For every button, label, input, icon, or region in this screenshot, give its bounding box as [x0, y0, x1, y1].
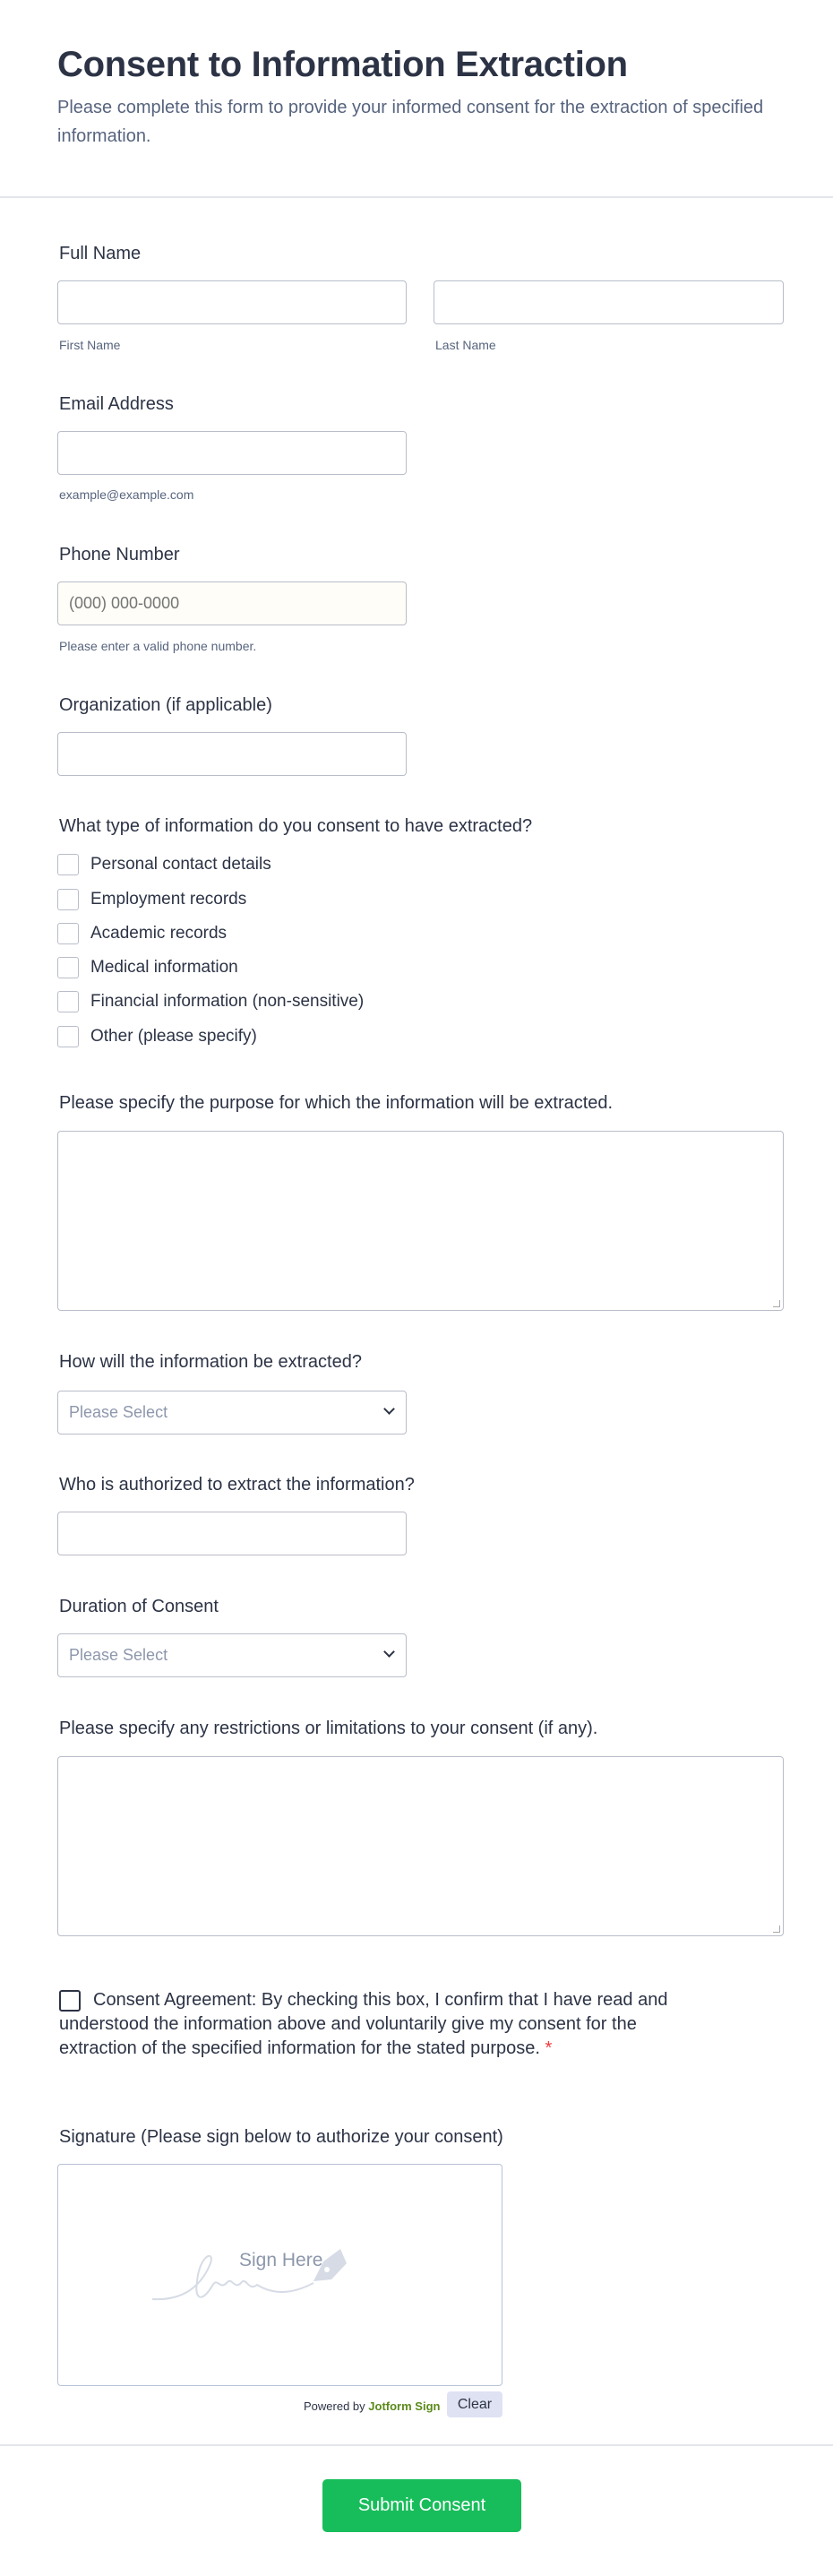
signature-label: Signature (Please sign below to authorize your consent): [59, 2127, 503, 2147]
chevron-down-icon: [383, 1646, 395, 1658]
resize-handle-icon[interactable]: [773, 1926, 780, 1933]
powered-by: [304, 2399, 440, 2413]
clear-signature-button[interactable]: Clear: [447, 2391, 502, 2417]
checkbox-personal-contact[interactable]: [57, 854, 79, 875]
email-label: Email Address: [59, 394, 174, 414]
header-divider: [0, 196, 833, 198]
info-types-label: What type of information do you consent to have extracted?: [59, 816, 533, 836]
purpose-textarea[interactable]: [57, 1131, 784, 1311]
option-label: Medical information: [90, 958, 238, 977]
signature-pad[interactable]: [57, 2164, 502, 2386]
phone-input[interactable]: [57, 582, 407, 625]
option-label: Other (please specify): [90, 1027, 257, 1046]
option-label: Personal contact details: [90, 855, 271, 874]
restrictions-label: Please specify any restrictions or limitations to your consent (if any).: [59, 1719, 598, 1738]
authorized-input[interactable]: [57, 1512, 407, 1555]
last-name-input[interactable]: [434, 280, 784, 324]
option-label: Academic records: [90, 924, 228, 943]
checkbox-other[interactable]: [57, 1026, 79, 1047]
last-name-sublabel: Last Name: [435, 338, 496, 352]
duration-label: Duration of Consent: [59, 1597, 219, 1616]
phone-hint: Please enter a valid phone number.: [59, 639, 257, 653]
duration-selected: Please Select: [69, 1646, 168, 1664]
chevron-down-icon: [383, 1403, 395, 1415]
checkbox-financial[interactable]: [57, 991, 79, 1012]
full-name-label: Full Name: [59, 244, 142, 263]
first-name-input[interactable]: [57, 280, 407, 324]
page-title: Consent to Information Extraction: [57, 45, 628, 84]
phone-label: Phone Number: [59, 545, 180, 564]
authorized-label: Who is authorized to extract the information?: [59, 1475, 415, 1495]
email-input[interactable]: [57, 431, 407, 475]
submit-button[interactable]: Submit Consent: [322, 2479, 521, 2532]
jotform-sign-brand: Jotform Sign: [368, 2399, 441, 2413]
method-label: How will the information be extracted?: [59, 1352, 362, 1372]
sign-here-placeholder: Sign Here: [239, 2250, 323, 2270]
restrictions-textarea[interactable]: [57, 1756, 784, 1936]
agreement-text: Consent Agreement: By checking this box, I confirm that I have read and understood the information above and voluntarily give my consent for the extraction of the specified information for the stated purpose.: [59, 1990, 668, 2058]
method-select[interactable]: [57, 1391, 407, 1434]
option-label: Financial information (non-sensitive): [90, 992, 365, 1011]
required-mark: *: [545, 2038, 553, 2058]
footer-divider: [0, 2444, 833, 2446]
checkbox-academic[interactable]: [57, 923, 79, 944]
organization-label: Organization (if applicable): [59, 695, 272, 715]
signature-scribble-icon: [148, 2245, 416, 2317]
first-name-sublabel: First Name: [59, 338, 121, 352]
purpose-label: Please specify the purpose for which the information will be extracted.: [59, 1093, 614, 1113]
method-selected: Please Select: [69, 1403, 168, 1421]
duration-select[interactable]: [57, 1633, 407, 1677]
checkbox-employment[interactable]: [57, 889, 79, 910]
option-label: Employment records: [90, 890, 247, 909]
checkbox-medical[interactable]: [57, 957, 79, 978]
resize-handle-icon[interactable]: [773, 1300, 780, 1307]
consent-agreement-text: [59, 1988, 704, 2061]
email-hint: example@example.com: [59, 487, 194, 502]
organization-input[interactable]: [57, 732, 407, 776]
form-description: Please complete this form to provide your informed consent for the extraction of specified information.: [57, 98, 764, 146]
powered-by-text: Powered by: [304, 2399, 365, 2413]
